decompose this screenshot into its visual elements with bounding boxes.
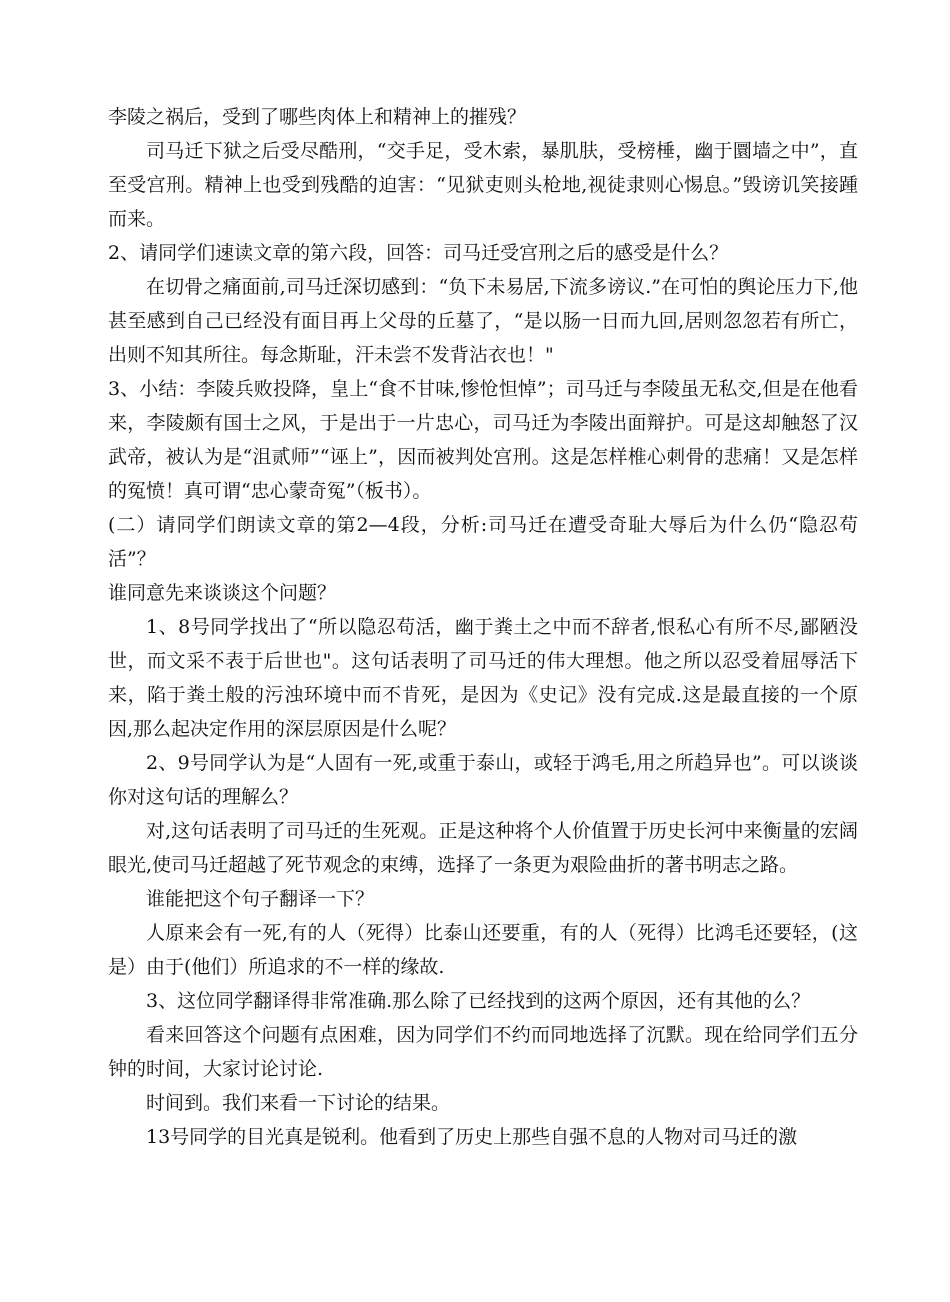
paragraph-11: 谁能把这个句子翻译一下？: [146, 888, 375, 910]
paragraph-15: 时间到。我们来看一下讨论的结果。: [146, 1092, 451, 1114]
paragraph-6: (二）请同学们朗读文章的第2—4段，分析:司马迁在遭受奇耻大辱后为什么仍“隐忍苟活”？: [108, 514, 858, 570]
paragraph-8: 1、8号同学找出了“所以隐忍苟活，幽于粪土之中而不辞者,恨私心有所不尽,鄙陋没世，而文采不表于后世也"。这句话表明了司马迁的伟大理想。他之所以忍受着屈辱活下来，陷于粪土般的污浊环境中而不肯死，是因为《史记》没有完成.这是最直接的一个原因,那么起决定作用的深层原因是什么呢？: [108, 616, 858, 740]
paragraph-1: 李陵之祸后，受到了哪些肉体上和精神上的摧残？: [108, 106, 527, 128]
paragraph-12: 人原来会有一死,有的人（死得）比泰山还要重，有的人（死得）比鸿毛还要轻，(这是）由于(他们）所追求的不一样的缘故.: [108, 922, 858, 978]
paragraph-7: 谁同意先来谈谈这个问题？: [108, 582, 337, 604]
document-page: [108, 100, 858, 1154]
paragraph-9: 2、9号同学认为是“人固有一死,或重于泰山，或轻于鸿毛,用之所趋异也”。可以谈谈你对这句话的理解么？: [108, 752, 858, 808]
paragraph-10: 对,这句话表明了司马迁的生死观。正是这种将个人价值置于历史长河中来衡量的宏阔眼光,使司马迁超越了死节观念的束缚，选择了一条更为艰险曲折的著书明志之路。: [108, 820, 858, 876]
paragraph-4: 在切骨之痛面前,司马迁深切感到：“负下未易居,下流多谤议.”在可怕的舆论压力下,他甚至感到自己已经没有面目再上父母的丘墓了，“是以肠一日而九回,居则忽忽若有所亡，出则不知其所往。每念斯耻，汗未尝不发背沾衣也！": [108, 276, 858, 366]
paragraph-13: 3、这位同学翻译得非常准确.那么除了已经找到的这两个原因，还有其他的么？: [146, 990, 811, 1012]
paragraph-5: 3、小结：李陵兵败投降，皇上“食不甘味,惨怆怛悼”；司马迁与李陵虽无私交,但是在他看来，李陵颇有国士之风，于是出于一片忠心，司马迁为李陵出面辩护。可是这却触怒了汉武帝，被认为是“沮贰师”“诬上”，因而被判处宫刑。这是怎样椎心刺骨的悲痛！又是怎样的冤愤！真可谓“忠心蒙奇冤”（板书）。: [108, 378, 858, 502]
paragraph-2: 司马迁下狱之后受尽酷刑，“交手足，受木索，暴肌肤，受榜棰，幽于圜墙之中”，直至受宫刑。精神上也受到残酷的迫害：“见狱吏则头枪地,视徒隶则心惕息。”毁谤讥笑接踵而来。: [108, 140, 858, 230]
paragraph-16: 13号同学的目光真是锐利。他看到了历史上那些自强不息的人物对司马迁的激: [146, 1126, 798, 1148]
paragraph-14: 看来回答这个问题有点困难，因为同学们不约而同地选择了沉默。现在给同学们五分钟的时间，大家讨论讨论.: [108, 1024, 858, 1080]
paragraph-3: 2、请同学们速读文章的第六段，回答：司马迁受宫刑之后的感受是什么？: [108, 242, 729, 264]
